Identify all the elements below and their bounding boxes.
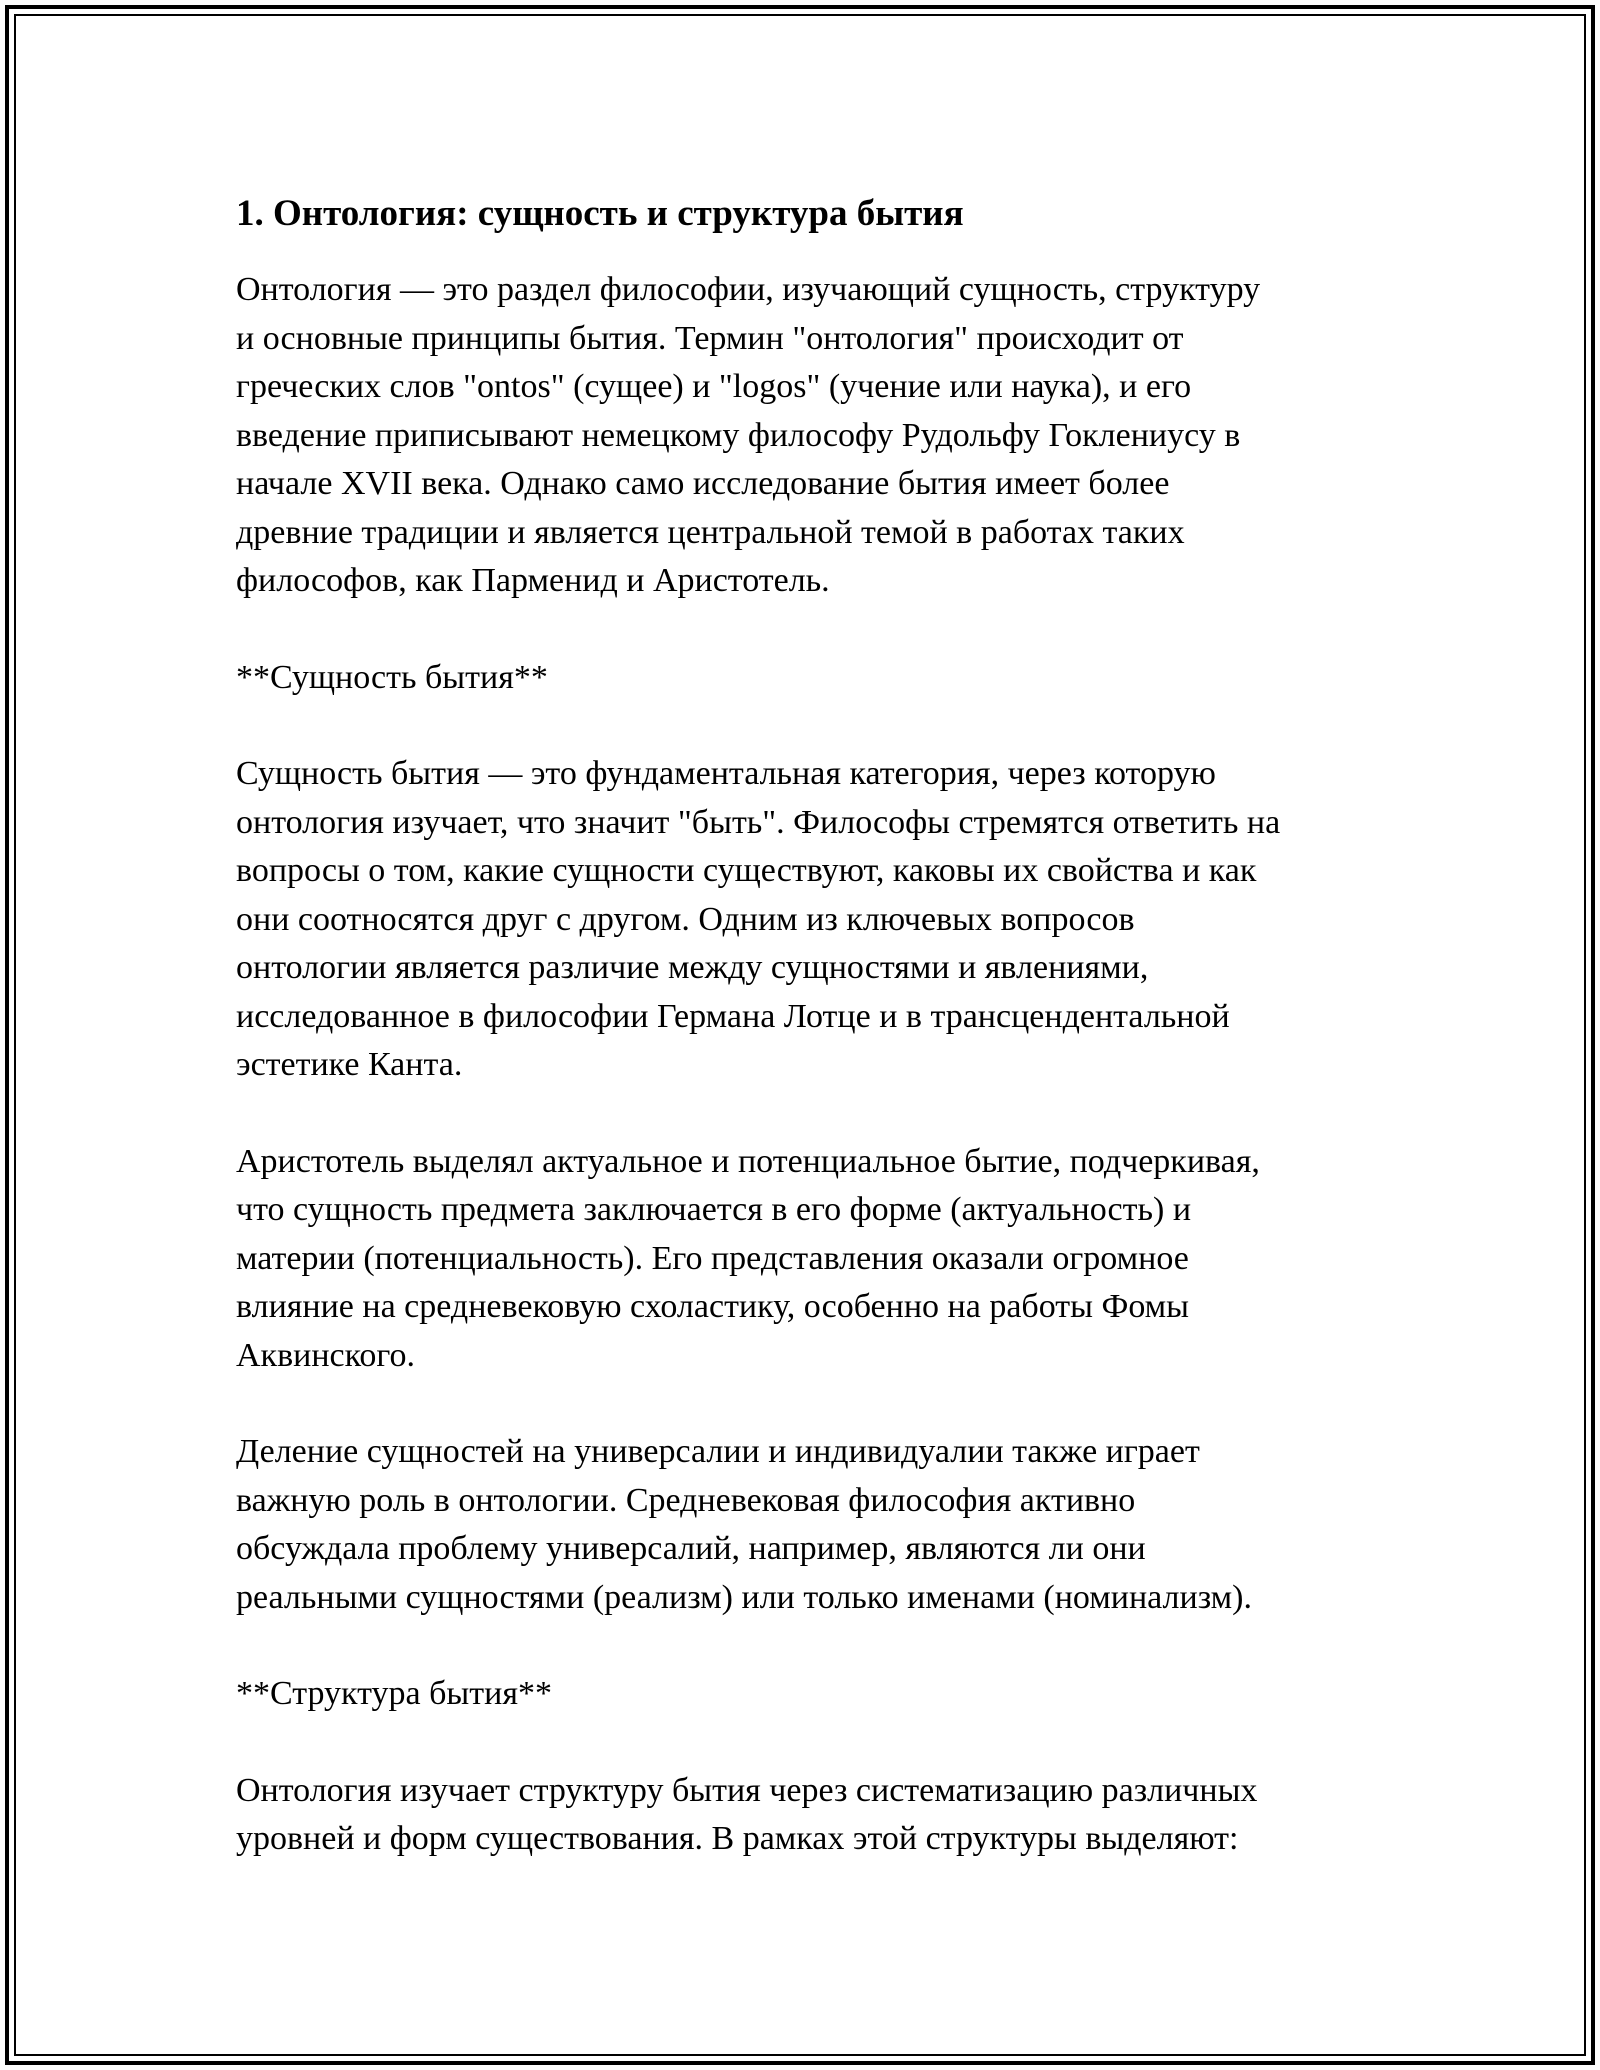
- subheading-essence: **Сущность бытия**: [236, 658, 548, 696]
- paragraph-intro: Онтология — это раздел философии, изучающий сущность, структуру и основные принципы бытия. Термин "онтология" происходит от греческих слов "ontos" (сущее) и "logos" (учение или наука), и его введение приписывают немецкому философу Рудольфу Гоклениусу в начале XVII века. Однако само исследование бытия имеет более древние традиции и является центральной темой в работах таких философов, как Парменид и Аристотель.: [236, 271, 1261, 599]
- section-title: 1. Онтология: сущность и структура бытия: [236, 193, 964, 234]
- subheading-structure: **Структура бытия**: [236, 1675, 552, 1712]
- paragraph-essence: Сущность бытия — это фундаментальная категория, через которую онтология изучает, что значит "быть". Философы стремятся ответить на вопросы о том, какие сущности существуют, каковы их свойства и как они соотносятся друг с другом. Одним из ключевых вопросов онтологии является различие между сущностями и явлениями, исследованное в философии Германа Лотце и в трансцендентальной эстетике Канта.: [236, 755, 1281, 1083]
- paragraph-structure: Онтология изучает структуру бытия через систематизацию различных уровней и форм существования. В рамках этой структуры выделяют:: [236, 1771, 1258, 1857]
- paragraph-aristotle: Аристотель выделял актуальное и потенциальное бытие, подчеркивая, что сущность предмета заключается в его форме (актуальность) и материи (потенциальность). Его представления оказали огромное влияние на средневековую схоластику, особенно на работы Фомы Аквинского.: [236, 1142, 1260, 1374]
- document-body: [236, 184, 1386, 1912]
- paragraph-universals: Деление сущностей на универсалии и индивидуалии также играет важную роль в онтологии. Средневековая философия активно обсуждала проблему универсалий, например, являются ли они реальными сущностями (реализм) или только именами (номинализм).: [236, 1433, 1252, 1616]
